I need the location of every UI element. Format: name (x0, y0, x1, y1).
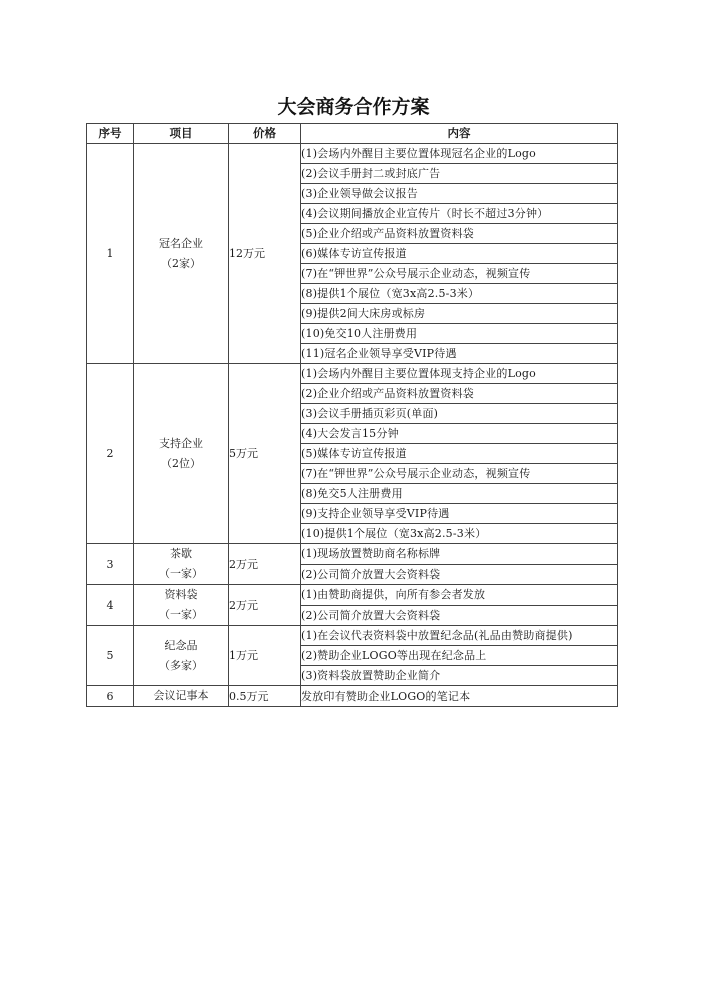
content-cell: (7)在“钾世界”公众号展示企业动态，视频宣传 (301, 264, 618, 284)
header-content: 内容 (301, 124, 618, 144)
content-cell: (8)免交5人注册费用 (301, 484, 618, 504)
header-price: 价格 (229, 124, 301, 144)
row-number: 5 (87, 626, 134, 686)
content-cell: (3)企业领导做会议报告 (301, 184, 618, 204)
content-cell: (4)会议期间播放企业宣传片（时长不超过3分钟） (301, 204, 618, 224)
content-cell: (1)会场内外醒目主要位置体现冠名企业的Logo (301, 144, 618, 164)
row-number: 3 (87, 544, 134, 585)
content-cell: (9)支持企业领导享受VIP待遇 (301, 504, 618, 524)
content-cell: (3)资料袋放置赞助企业简介 (301, 666, 618, 686)
table-row (87, 364, 618, 384)
content-cell: (5)企业介绍或产品资料放置资料袋 (301, 224, 618, 244)
item-name: 纪念品 (164, 638, 198, 652)
price-cell: 0.5万元 (229, 686, 301, 707)
content-cell: (7)在“钾世界”公众号展示企业动态，视频宣传 (301, 464, 618, 484)
item-cell (134, 585, 229, 626)
row-number: 6 (87, 686, 134, 707)
table-body (87, 144, 618, 707)
price-cell: 1万元 (229, 626, 301, 686)
row-number: 2 (87, 364, 134, 544)
content-cell: (2)会议手册封二或封底广告 (301, 164, 618, 184)
table-row (87, 144, 618, 164)
row-number: 4 (87, 585, 134, 626)
price-cell: 5万元 (229, 364, 301, 544)
content-cell: (2)公司简介放置大会资料袋 (301, 605, 618, 626)
price-cell: 12万元 (229, 144, 301, 364)
content-cell: (10)提供1个展位（宽3x高2.5-3米） (301, 524, 618, 544)
content-cell: (11)冠名企业领导享受VIP待遇 (301, 344, 618, 364)
content-cell: (1)会场内外醒目主要位置体现支持企业的Logo (301, 364, 618, 384)
item-cell (134, 364, 229, 544)
item-quota: （2家） (161, 256, 201, 270)
table-row (87, 686, 618, 707)
item-name: 资料袋 (164, 588, 198, 601)
page-title: 大会商务合作方案 (277, 96, 430, 118)
content-cell: (10)免交10人注册费用 (301, 324, 618, 344)
item-quota: （一家） (159, 567, 203, 580)
content-cell: (9)提供2间大床房或标房 (301, 304, 618, 324)
item-cell (134, 626, 229, 686)
table-header-row (87, 124, 618, 144)
row-number: 1 (87, 144, 134, 364)
item-name: 会议记事本 (153, 689, 209, 702)
content-cell: (2)赞助企业LOGO等出现在纪念品上 (301, 646, 618, 666)
item-name: 茶歇 (170, 547, 192, 560)
item-quota: （一家） (159, 608, 203, 621)
item-quota: （多家） (159, 658, 203, 672)
content-cell: (5)媒体专访宣传报道 (301, 444, 618, 464)
table-row (87, 544, 618, 565)
item-cell (134, 686, 229, 707)
content-cell: (1)现场放置赞助商名称标牌 (301, 544, 618, 565)
content-cell: 发放印有赞助企业LOGO的笔记本 (301, 686, 618, 707)
content-cell: (1)在会议代表资料袋中放置纪念品(礼品由赞助商提供) (301, 626, 618, 646)
cooperation-table (86, 123, 618, 707)
content-cell: (1)由赞助商提供，向所有参会者发放 (301, 585, 618, 606)
content-cell: (4)大会发言15分钟 (301, 424, 618, 444)
item-name: 冠名企业 (159, 236, 203, 250)
content-cell: (8)提供1个展位（宽3x高2.5-3米） (301, 284, 618, 304)
item-cell (134, 144, 229, 364)
table-row (87, 626, 618, 646)
price-cell: 2万元 (229, 585, 301, 626)
header-seq: 序号 (87, 124, 134, 144)
item-quota: （2位） (161, 456, 201, 470)
content-cell: (2)公司简介放置大会资料袋 (301, 564, 618, 585)
table-row (87, 585, 618, 606)
price-cell: 2万元 (229, 544, 301, 585)
item-cell (134, 544, 229, 585)
content-cell: (6)媒体专访宣传报道 (301, 244, 618, 264)
content-cell: (3)会议手册插页彩页(单面) (301, 404, 618, 424)
content-cell: (2)企业介绍或产品资料放置资料袋 (301, 384, 618, 404)
item-name: 支持企业 (159, 436, 203, 450)
header-item: 项目 (134, 124, 229, 144)
